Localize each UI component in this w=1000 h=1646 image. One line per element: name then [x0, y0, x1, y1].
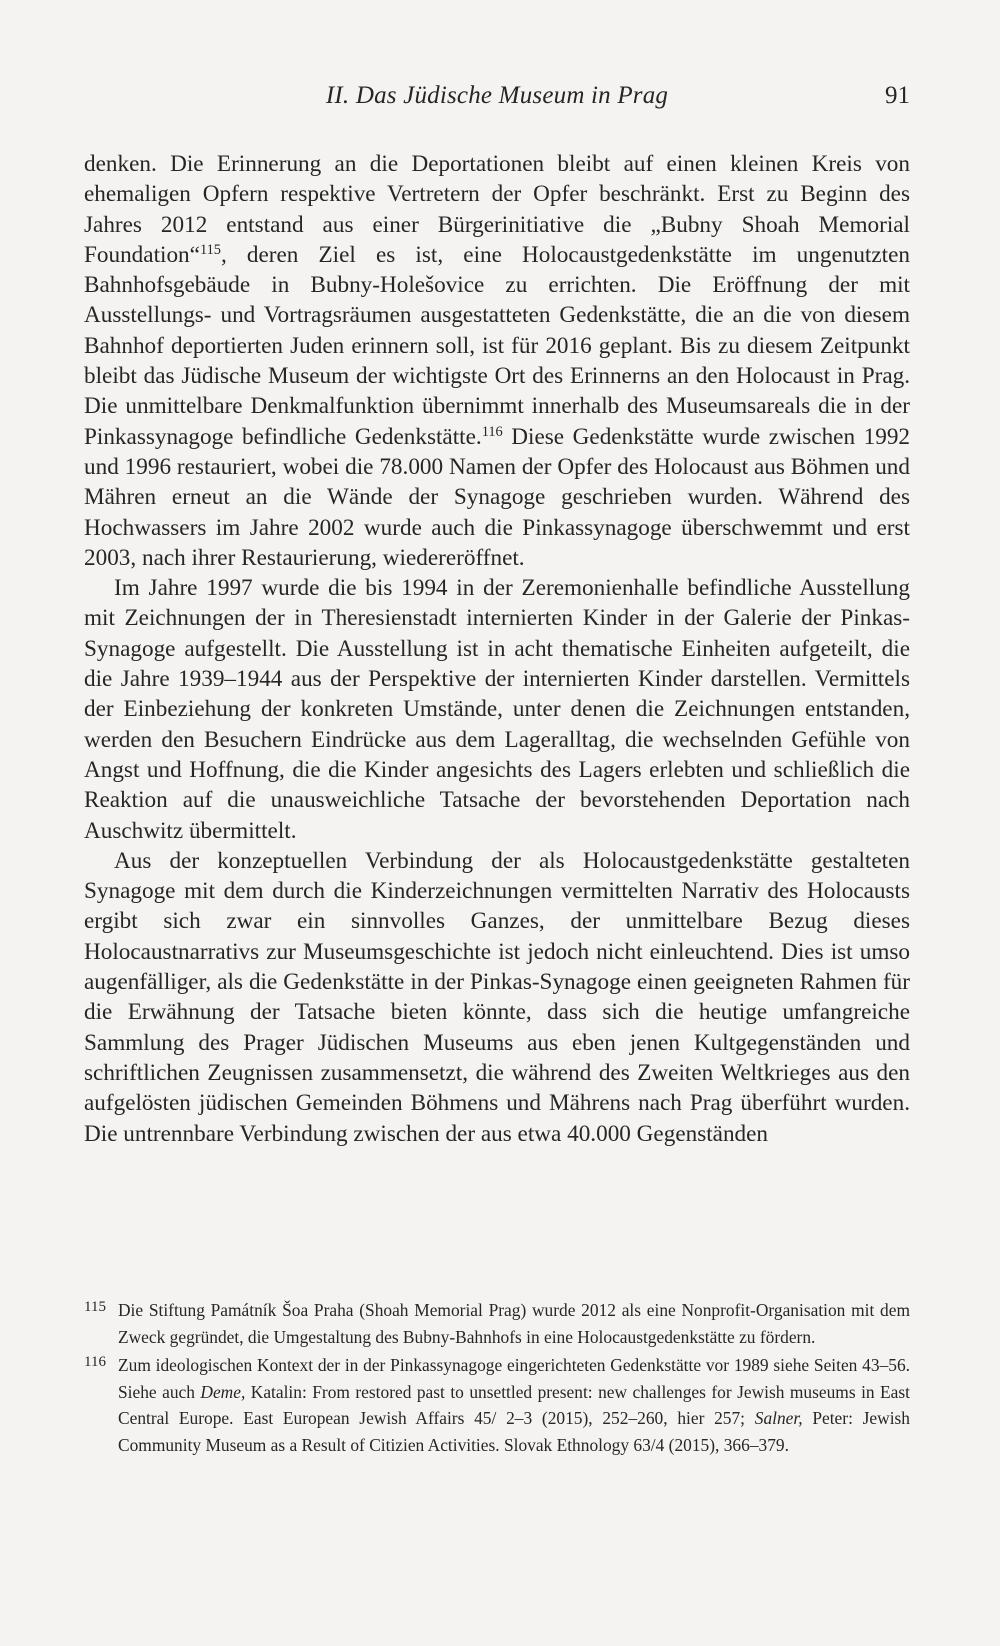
- footnote-text: Die Stiftung Památník Šoa Praha (Shoah Memorial Prag) wurde 2012 als eine Nonprofit-Organisation mit dem Zweck gegründet, die Umgestaltung des Bubny-Bahnhofs in eine Holocaustgedenkstätte zu fördern.: [118, 1300, 910, 1347]
- footnote-text: Zum ideologischen Kontext der in der Pinkassynagoge eingerichteten Gedenkstätte vor 1989 siehe Seiten 43–56. Siehe auch: [118, 1355, 910, 1402]
- paragraph: Aus der konzeptuellen Verbindung der als Holocaustgedenkstätte gestalteten Synagoge mit dem durch die Kinderzeichnungen vermittelten Narrativ des Holocausts ergibt sich zwar ein sinnvolles Ganzes, der unmittelbare Bezug dieses Holocaustnarrativs zur Museumsgeschichte ist jedoch nicht einleuchtend. Dies ist umso augenfälliger, als die Gedenkstätte in der Pinkas-Synagoge einen geeigneten Rahmen für die Erwähnung der Tatsache bieten könnte, dass sich die heutige umfangreiche Sammlung des Prager Jüdischen Museums aus eben jenen Kultgegenständen und schriftlichen Zeugnissen zusammensetzt, die während des Zweiten Weltkrieges aus den aufgelösten jüdischen Gemeinden Böhmens und Mährens nach Prag überführt wurden. Die untrennbare Verbindung zwischen der aus etwa 40.000 Gegenständen: [84, 847, 910, 1147]
- chapter-title: II. Das Jüdische Museum in Prag: [325, 82, 669, 109]
- footnote-number: 115: [84, 1299, 106, 1315]
- author-name: Salner,: [754, 1408, 803, 1428]
- author-name: Deme,: [200, 1381, 246, 1402]
- text-span: Diese Gedenkstätte wurde zwischen 1992 und 1996 restauriert, wobei die 78.000 Namen der Opfer des Holocaust aus Böhmen und Mähren erneut an die Wände der Synagoge geschrieben wurden. Während des Hochwassers im Jahre 2002 wurde auch die Pinkassynagoge überschwemmt und erst 2003, nach ihrer Restaurierung, wiedereröffnet.: [84, 423, 911, 571]
- body-text: [84, 149, 910, 1149]
- footnote-text: Katalin: From restored past to unsettled present: new challenges for Jewish museums in East Central Europe. East European Jewish Affairs 45/ 2–3 (2015), 252–260, hier 257;: [118, 1381, 910, 1428]
- footnote-number: 116: [84, 1354, 106, 1370]
- footnote-text: Peter: Jewish Community Museum as a Result of Citizien Activities. Slovak Ethnology 63/4 (2015), 366–379.: [118, 1408, 910, 1455]
- paragraph: [84, 149, 910, 573]
- footnote-116: [84, 1352, 910, 1458]
- text-span: , deren Ziel es ist, eine Holocaustgedenkstätte im ungenutzten Bahnhofsgebäude in Bubny-Holešovice zu errichten. Die Eröffnung der mit Ausstellungs- und Vortragsräumen ausgestatteten Gedenkstätte, die an die von diesem Bahnhof deportierten Juden erinnern soll, ist für 2016 geplant. Bis zu diesem Zeitpunkt bleibt das Jüdische Museum der wichtigste Ort des Erinnerns an den Holocaust in Prag. Die unmittelbare Denkmalfunktion übernimmt innerhalb des Museumsareals die in der Pinkassynagoge befindliche Gedenkstätte.: [84, 241, 910, 450]
- footnote-115: [84, 1297, 910, 1350]
- footnotes: [84, 1297, 910, 1460]
- paragraph: Im Jahre 1997 wurde die bis 1994 in der Zeremonienhalle befindliche Ausstellung mit Zeichnungen der in Theresienstadt internierten Kinder in der Galerie der Pinkas-Synagoge aufgestellt. Die Ausstellung ist in acht thematische Einheiten aufgeteilt, die die Jahre 1939–1944 aus der Perspektive der internierten Kinder darstellen. Vermittels der Einbeziehung der konkreten Umstände, unter denen die Zeichnungen entstanden, werden den Besuchern Eindrücke aus dem Lageralltag, die wechselnden Gefühle von Angst und Hoffnung, die die Kinder angesichts des Lagers erlebten und schließlich die Reaktion auf die unausweichliche Tatsache der bevorstehenden Deportation nach Auschwitz übermittelt.: [84, 575, 910, 844]
- footnote-ref-115[interactable]: 115: [199, 241, 221, 258]
- running-head: [84, 82, 910, 122]
- footnote-ref-116[interactable]: 116: [481, 423, 503, 440]
- text-span: denken. Die Erinnerung an die Deportationen bleibt auf einen kleinen Kreis von ehemaligen Opfern respektive Vertretern der Opfer beschränkt. Erst zu Beginn des Jahres 2012 entstand aus einer Bürgerinitiative die „Bubny Shoah Memorial Foundation“: [84, 151, 910, 268]
- page-number: 91: [885, 82, 910, 109]
